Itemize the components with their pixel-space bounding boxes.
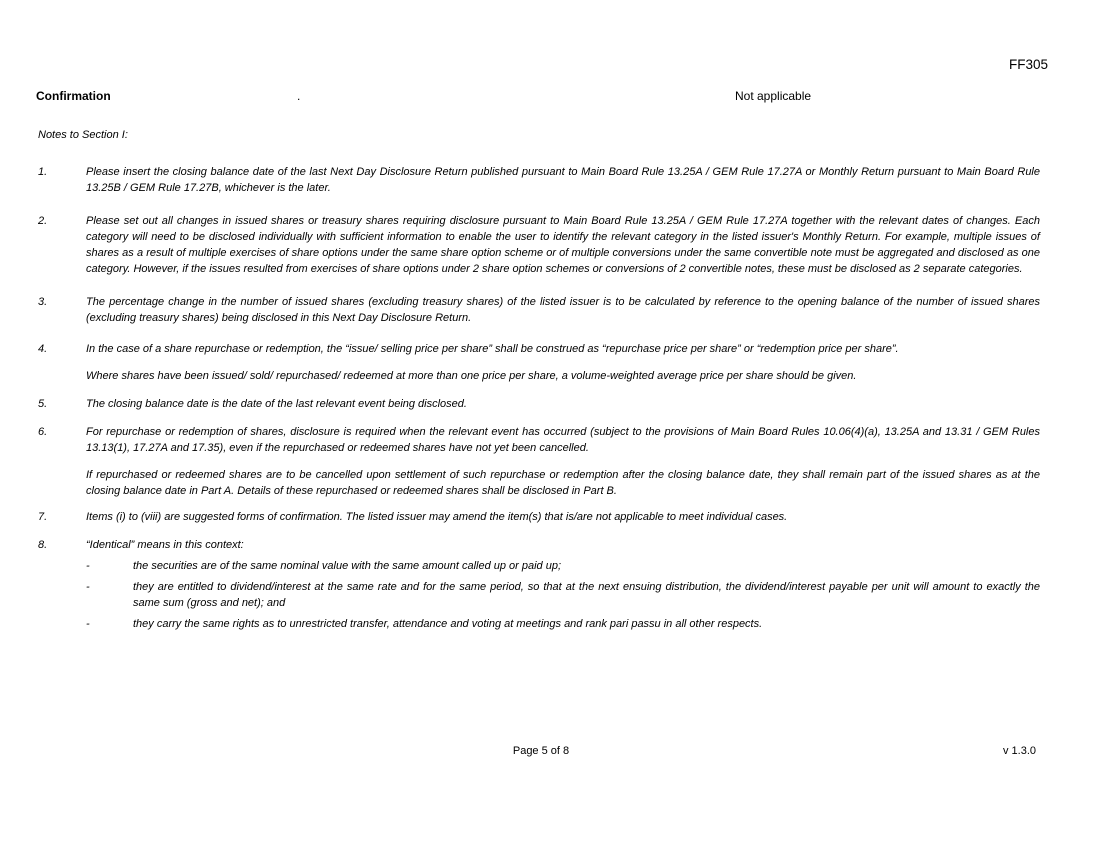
note-subitem	[86, 558, 1040, 574]
note-number: 2.	[38, 215, 48, 227]
note-item-6	[38, 424, 1040, 499]
form-code: FF305	[1008, 57, 1048, 72]
note-subitem	[86, 579, 1040, 611]
subitem-text: they carry the same rights as to unrestricted transfer, attendance and voting at meetings and rank pari passu in all other respects.	[133, 618, 763, 630]
note-number: 7.	[38, 511, 48, 523]
note-paragraph: In the case of a share repurchase or redemption, the “issue/ selling price per share” shall be construed as “repurchase price per share” or “redemption price per share”.	[86, 343, 899, 355]
note-number: 1.	[38, 166, 48, 178]
footer-version: v 1.3.0	[1002, 745, 1036, 757]
note-item-3	[38, 294, 1040, 326]
subitem-text: the securities are of the same nominal value with the same amount called up or paid up;	[133, 560, 562, 572]
subitem-dash: -	[86, 618, 90, 630]
notes-section	[38, 127, 1040, 632]
confirmation-label: Confirmation	[36, 89, 111, 103]
note-body	[86, 294, 1040, 326]
note-number: 3.	[38, 296, 48, 308]
note-number: 8.	[38, 539, 48, 551]
note-body	[86, 341, 1040, 384]
note-paragraph: Where shares have been issued/ sold/ repurchased/ redeemed at more than one price per share, a volume-weighted average price per share should be given.	[86, 370, 857, 382]
note-body	[86, 537, 1040, 632]
note-paragraph: The closing balance date is the date of the last relevant event being disclosed.	[86, 398, 467, 410]
note-item-4	[38, 341, 1040, 384]
note-body	[86, 509, 1040, 525]
subitem-dash: -	[86, 560, 90, 572]
subitem-dash: -	[86, 581, 90, 593]
footer-page-number: Page 5 of 8	[512, 745, 570, 757]
note-body	[86, 396, 1040, 412]
note-paragraph: The percentage change in the number of issued shares (excluding treasury shares) of the listed issuer is to be calculated by reference to the opening balance of the number of issued shares (excluding treasury shares) being disclosed in this Next Day Disclosure Return.	[86, 296, 1040, 324]
note-item-2	[38, 213, 1040, 277]
note-body	[86, 164, 1040, 196]
note-paragraph: For repurchase or redemption of shares, disclosure is required when the relevant event has occurred (subject to the provisions of Main Board Rules 10.06(4)(a), 13.25A and 13.31 / GEM Rules 13.13(1), 17.27A and 17.35), even if the repurchased or redeemed shares have not yet been cancelled.	[86, 426, 1040, 454]
note-item-8	[38, 537, 1040, 632]
note-body	[86, 213, 1040, 277]
note-paragraph: Please set out all changes in issued shares or treasury shares requiring disclosure pursuant to Main Board Rule 13.25A / GEM Rule 17.27A together with the relevant dates of changes. Each category will need to be disclosed individually with sufficient information to enable the user to identify the relevant category in the listed issuer's Monthly Return. For example, multiple issues of shares as a result of multiple exercises of share options under the same share option scheme or of multiple conversions under the same convertible note must be aggregated and disclosed as one category. However, if the issues resulted from exercises of share options under 2 share option schemes or conversions of 2 convertible notes, these must be disclosed as 2 separate categories.	[86, 215, 1040, 275]
note-paragraph: If repurchased or redeemed shares are to be cancelled upon settlement of such repurchase or redemption after the closing balance date, they shall remain part of the issued shares as at the closing balance date in Part A. Details of these repurchased or redeemed shares shall be disclosed in Part B.	[86, 469, 1040, 497]
note-subitem	[86, 616, 1040, 632]
confirmation-value: Not applicable	[735, 89, 812, 103]
confirmation-period: .	[297, 89, 301, 103]
note-paragraph: “Identical” means in this context:	[86, 539, 244, 551]
note-paragraph: Please insert the closing balance date of the last Next Day Disclosure Return published pursuant to Main Board Rule 13.25A / GEM Rule 17.27A or Monthly Return pursuant to Main Board Rule 13.25B / GEM Rule 17.27B, whichever is the later.	[86, 166, 1040, 194]
note-body	[86, 424, 1040, 499]
note-item-7	[38, 509, 1040, 525]
note-item-1	[38, 164, 1040, 196]
notes-heading: Notes to Section I:	[38, 129, 128, 141]
note-number: 6.	[38, 426, 48, 438]
subitem-text: they are entitled to dividend/interest at the same rate and for the same period, so that at the next ensuing distribution, the dividend/interest payable per unit will amount to exactly the same sum (gross and net); and	[133, 581, 1040, 609]
note-number: 4.	[38, 343, 48, 355]
note-item-5	[38, 396, 1040, 412]
note-paragraph: Items (i) to (viii) are suggested forms of confirmation. The listed issuer may amend the item(s) that is/are not applicable to meet individual cases.	[86, 511, 788, 523]
note-number: 5.	[38, 398, 48, 410]
